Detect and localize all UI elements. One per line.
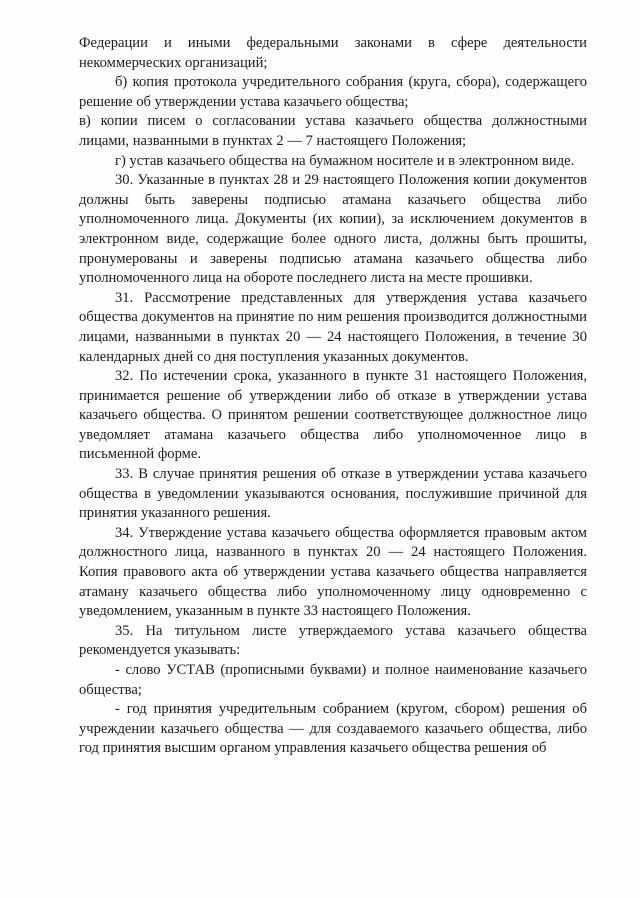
list-item-year: - год принятия учредительным собранием (кругом, сбором) решения об учреждении казачьего общества — для создаваемого казачьего общества, либо год принятия высшим органом управления казачьего общества решения об (79, 701, 587, 757)
paragraph-item-b: б) копия протокола учредительного собрания (круга, сбора), содержащего решение об утверждении устава казачьего общества; (79, 74, 587, 110)
paragraph-33: 33. В случае принятия решения об отказе в утверждении устава казачьего общества в уведомлении указываются основания, послужившие причиной для принятия указанного решения. (79, 466, 587, 522)
paragraph-item-g: г) устав казачьего общества на бумажном носителе и в электронном виде. (115, 152, 575, 169)
paragraph-31: 31. Рассмотрение представленных для утверждения устава казачьего общества документов на принятие по ним решения производится должностными лицами, названными в пунктах 20 — 24 настоящего Положения, в течение 30 календарных дней со дня поступления указанных документов. (79, 289, 587, 365)
paragraph-30: 30. Указанные в пунктах 28 и 29 настоящего Положения копии документов должны быть заверены подписью атамана казачьего общества либо уполномоченного лица. Документы (их копии), за исключением документов в электронном виде, содержащие более одного листа, должны быть прошиты, пронумерованы и заверены подписью атамана казачьего общества либо уполномоченного лица на обороте последнего листа на месте прошивки. (79, 172, 587, 287)
paragraph-32: 32. По истечении срока, указанного в пункте 31 настоящего Положения, принимается решение об утверждении либо об отказе в утверждении устава казачьего общества. О принятом решении соответствующее должностное лицо уведомляет атамана казачьего общества либо уполномоченное лицо в письменной форме. (79, 368, 587, 463)
paragraph-34: 34. Утверждение устава казачьего общества оформляется правовым актом должностного лица, названного в пунктах 20 — 24 настоящего Положения. Копия правового акта об утверждении устава казачьего общества направляется атаману казачьего общества либо уполномоченному лицу одновременно с уведомлением, указанным в пункте 33 настоящего Положения. (79, 524, 587, 620)
paragraph-continuation: Федерации и иными федеральными законами в сфере деятельности некоммерческих организаций; (79, 35, 587, 71)
paragraph-35: 35. На титульном листе утверждаемого устава казачьего общества рекомендуется указывать: (79, 622, 587, 659)
list-item-ustav: - слово УСТАВ (прописными буквами) и полное наименование казачьего общества; (79, 662, 587, 698)
document-text (79, 34, 587, 759)
paragraph-item-v: в) копии писем о согласовании устава казачьего общества должностными лицами, названными в пунктах 2 — 7 настоящего Положения; (79, 113, 587, 149)
